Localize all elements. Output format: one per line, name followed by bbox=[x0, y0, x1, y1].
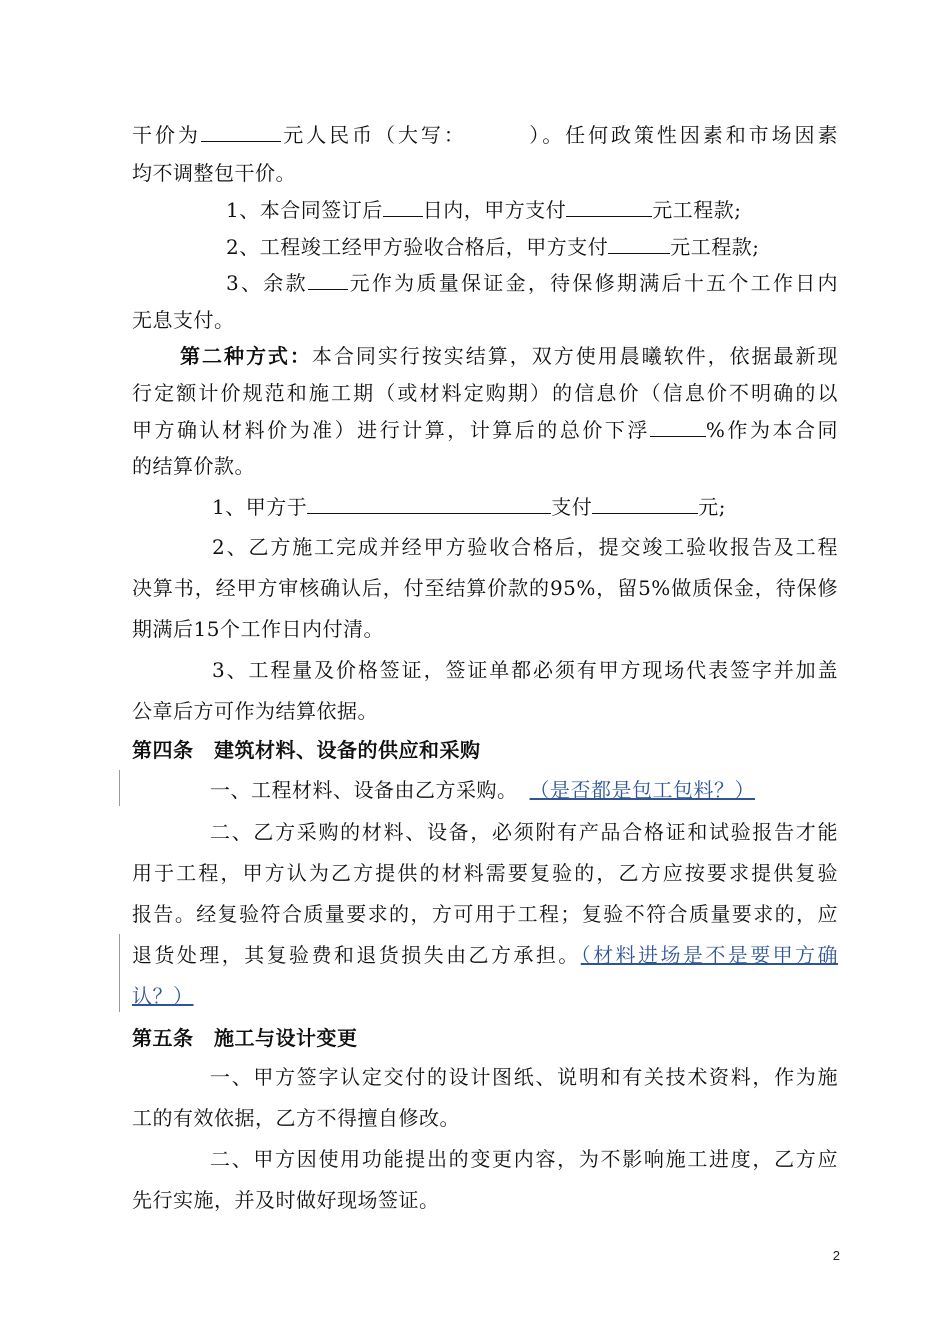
inline-comment: （材料进场是不是要甲方确 bbox=[580, 943, 839, 967]
text-line bbox=[132, 414, 838, 444]
text-run: 1、本合同签订后 bbox=[226, 198, 383, 222]
text-line bbox=[180, 341, 838, 371]
text-line bbox=[132, 981, 838, 1011]
text-line: 期满后15个工作日内付清。 bbox=[132, 617, 384, 641]
text-run: 元; bbox=[698, 495, 726, 519]
text-run: ）。任何政策性因素和市场因素 bbox=[526, 123, 839, 147]
blank-underline bbox=[307, 491, 551, 514]
page-number: 2 bbox=[832, 1248, 840, 1263]
text-line: 均不调整包干价。 bbox=[132, 161, 296, 185]
text-line: 二、乙方采购的材料、设备，必须附有产品合格证和试验报告才能 bbox=[210, 820, 838, 844]
text-run: 支付 bbox=[551, 495, 593, 519]
text-line: 用于工程，甲方认为乙方提供的材料需要复验的，乙方应按要求提供复验 bbox=[132, 861, 838, 885]
blank-underline bbox=[308, 267, 348, 290]
section-heading: 第四条 建筑材料、设备的供应和采购 bbox=[132, 738, 481, 762]
blank-underline bbox=[608, 231, 670, 254]
text-run: 干价为 bbox=[132, 123, 201, 147]
text-line: 无息支付。 bbox=[132, 308, 235, 332]
text-line bbox=[212, 491, 838, 521]
text-line: 行定额计价规范和施工期（或材料定购期）的信息价（信息价不明确的以 bbox=[132, 381, 838, 405]
text-run: 元作为质量保证金，待保修期满后十五个工作日内 bbox=[347, 271, 838, 295]
text-line: 决算书，经甲方审核确认后，付至结算价款的95%，留5%做质保金，待保修 bbox=[132, 576, 838, 600]
blank-underline bbox=[201, 119, 281, 142]
text-run: 元工程款; bbox=[670, 235, 760, 259]
text-line bbox=[210, 775, 838, 805]
blank-underline bbox=[650, 414, 706, 437]
text-line bbox=[226, 267, 838, 297]
text-run: 元人民币（大写： bbox=[280, 123, 467, 147]
text-line: 二、甲方因使用功能提出的变更内容，为不影响施工进度，乙方应 bbox=[210, 1147, 838, 1171]
text-line: 一、甲方签字认定交付的设计图纸、说明和有关技术资料，作为施 bbox=[210, 1065, 838, 1089]
text-line: 先行实施，并及时做好现场签证。 bbox=[132, 1188, 440, 1212]
text-run: 本合同实行按实结算，双方使用晨曦软件，依据最新现 bbox=[311, 344, 839, 368]
revision-bar bbox=[119, 934, 120, 1012]
text-line: 工的有效依据，乙方不得擅自修改。 bbox=[132, 1106, 460, 1130]
text-run-bold: 第二种方式： bbox=[180, 344, 312, 368]
text-run: 2、工程竣工经甲方验收合格后，甲方支付 bbox=[226, 235, 609, 259]
text-run: %作为本合同 bbox=[705, 418, 838, 442]
inline-comment: （是否都是包工包料？） bbox=[529, 778, 755, 802]
text-line: 3、工程量及价格签证，签证单都必须有甲方现场代表签字并加盖 bbox=[212, 658, 838, 682]
text-run: 1、甲方于 bbox=[212, 495, 308, 519]
blank-underline bbox=[566, 194, 652, 217]
text-line bbox=[132, 119, 838, 149]
text-run: 退货处理，其复验费和退货损失由乙方承担。 bbox=[132, 943, 581, 967]
text-run: 日内，甲方支付 bbox=[422, 198, 567, 222]
section-heading: 第五条 施工与设计变更 bbox=[132, 1026, 358, 1050]
inline-comment: 认？） bbox=[132, 984, 194, 1008]
text-run: 一、工程材料、设备由乙方采购。 bbox=[210, 778, 518, 802]
revision-bar bbox=[119, 770, 120, 806]
text-run: 3、余款 bbox=[226, 271, 308, 295]
text-line: 2、乙方施工完成并经甲方验收合格后，提交竣工验收报告及工程 bbox=[212, 535, 838, 559]
text-line bbox=[226, 231, 838, 261]
text-run: 元工程款; bbox=[652, 198, 742, 222]
text-line: 的结算价款。 bbox=[132, 454, 255, 478]
blank-underline bbox=[592, 491, 698, 514]
text-line: 公章后方可作为结算依据。 bbox=[132, 699, 378, 723]
text-line: 报告。经复验符合质量要求的，方可用于工程；复验不符合质量要求的，应 bbox=[132, 902, 838, 926]
text-run: 甲方确认材料价为准）进行计算，计算后的总价下浮 bbox=[132, 418, 650, 442]
text-line bbox=[132, 940, 838, 970]
blank-underline bbox=[383, 194, 423, 217]
text-line bbox=[226, 194, 838, 224]
